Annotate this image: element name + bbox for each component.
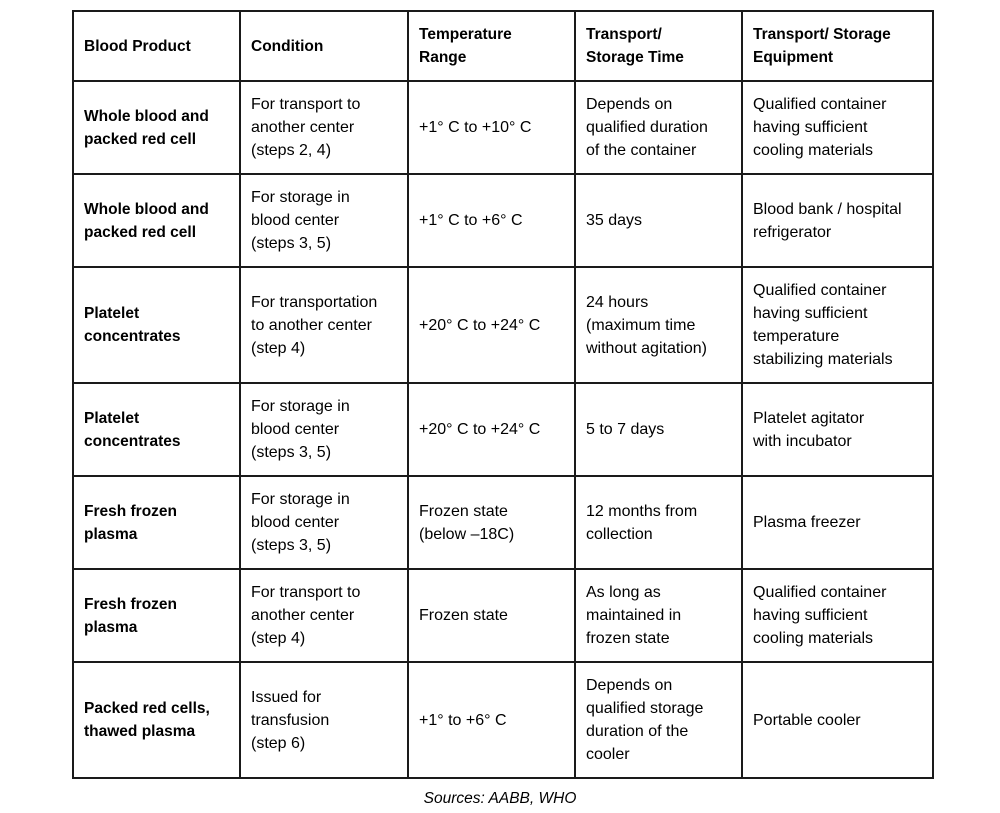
cell-transport-storage-time: As long as maintained in frozen state bbox=[575, 569, 742, 662]
cell-blood-product: Packed red cells, thawed plasma bbox=[73, 662, 240, 778]
cell-condition: For transport to another center (step 4) bbox=[240, 569, 408, 662]
cell-transport-storage-time: 5 to 7 days bbox=[575, 383, 742, 476]
cell-transport-storage-time: 24 hours (maximum time without agitation) bbox=[575, 267, 742, 383]
cell-transport-storage-equipment: Platelet agitator with incubator bbox=[742, 383, 933, 476]
cell-transport-storage-time: 12 months from collection bbox=[575, 476, 742, 569]
cell-transport-storage-equipment: Plasma freezer bbox=[742, 476, 933, 569]
table-row bbox=[73, 662, 933, 778]
cell-temperature-range: +1° to +6° C bbox=[408, 662, 575, 778]
table-row bbox=[73, 174, 933, 267]
cell-temperature-range: +1° C to +10° C bbox=[408, 81, 575, 174]
cell-condition: For storage in blood center (steps 3, 5) bbox=[240, 476, 408, 569]
cell-condition: For storage in blood center (steps 3, 5) bbox=[240, 383, 408, 476]
cell-transport-storage-equipment: Qualified container having sufficient temperature stabilizing materials bbox=[742, 267, 933, 383]
header-blood-product: Blood Product bbox=[73, 11, 240, 81]
cell-temperature-range: +20° C to +24° C bbox=[408, 383, 575, 476]
cell-condition: For transportation to another center (step 4) bbox=[240, 267, 408, 383]
header-temperature-range: Temperature Range bbox=[408, 11, 575, 81]
cell-transport-storage-equipment: Qualified container having sufficient cooling materials bbox=[742, 569, 933, 662]
cell-blood-product: Fresh frozen plasma bbox=[73, 569, 240, 662]
source-note: Sources: AABB, WHO bbox=[423, 790, 577, 807]
cell-condition: For storage in blood center (steps 3, 5) bbox=[240, 174, 408, 267]
cell-transport-storage-time: 35 days bbox=[575, 174, 742, 267]
cell-temperature-range: Frozen state bbox=[408, 569, 575, 662]
cell-blood-product: Whole blood and packed red cell bbox=[73, 81, 240, 174]
cell-condition: Issued for transfusion (step 6) bbox=[240, 662, 408, 778]
cell-blood-product: Whole blood and packed red cell bbox=[73, 174, 240, 267]
cell-transport-storage-equipment: Portable cooler bbox=[742, 662, 933, 778]
cell-transport-storage-time: Depends on qualified duration of the container bbox=[575, 81, 742, 174]
table-row bbox=[73, 569, 933, 662]
cell-blood-product: Platelet concentrates bbox=[73, 383, 240, 476]
cell-temperature-range: +20° C to +24° C bbox=[408, 267, 575, 383]
cell-transport-storage-time: Depends on qualified storage duration of the cooler bbox=[575, 662, 742, 778]
table-row bbox=[73, 267, 933, 383]
blood-product-table bbox=[72, 10, 934, 779]
table-row bbox=[73, 383, 933, 476]
cell-temperature-range: Frozen state (below –18C) bbox=[408, 476, 575, 569]
header-row bbox=[73, 11, 933, 81]
cell-blood-product: Platelet concentrates bbox=[73, 267, 240, 383]
cell-transport-storage-equipment: Blood bank / hospital refrigerator bbox=[742, 174, 933, 267]
table-row bbox=[73, 476, 933, 569]
cell-temperature-range: +1° C to +6° C bbox=[408, 174, 575, 267]
header-condition: Condition bbox=[240, 11, 408, 81]
header-transport-storage-equipment: Transport/ Storage Equipment bbox=[742, 11, 933, 81]
header-transport-storage-time: Transport/ Storage Time bbox=[575, 11, 742, 81]
cell-condition: For transport to another center (steps 2, 4) bbox=[240, 81, 408, 174]
cell-blood-product: Fresh frozen plasma bbox=[73, 476, 240, 569]
table-row bbox=[73, 81, 933, 174]
cell-transport-storage-equipment: Qualified container having sufficient cooling materials bbox=[742, 81, 933, 174]
